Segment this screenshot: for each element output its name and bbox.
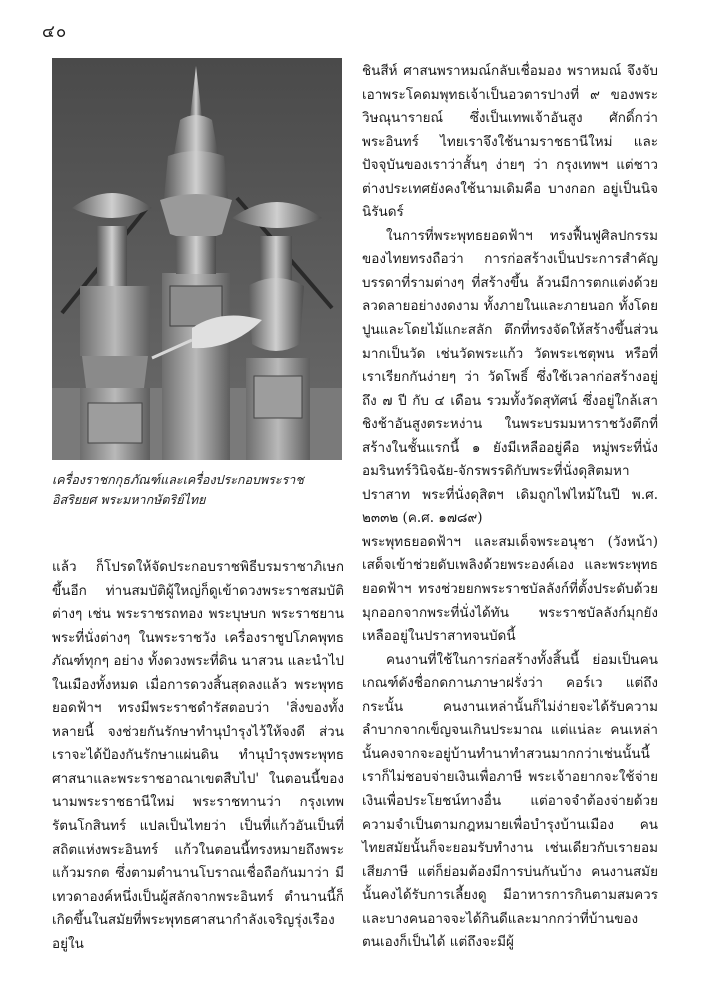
right-text-column	[362, 60, 658, 955]
figure-caption: เครื่องราชกกุธภัณฑ์และเครื่องประกอบพระราชอิสริยยศ พระมหากษัตริย์ไทย	[52, 472, 304, 507]
paragraph: ชินสีห์ ศาสนพราหมณ์กลับเชื่อมอง พราหมณ์ จึงจับเอาพระโคดมพุทธเจ้าเป็นอวตารปางที่ ๙ ของพระวิษณุนารายณ์ ซึ่งเป็นเทพเจ้าอันสูง ศักดิ์กว่าพระอินทร์ ไทยเราจึงใช้นามราชธานีใหม่ และปัจจุบันของเราว่าสั้นๆ ง่ายๆ ว่า กรุงเทพฯ แต่ชาวต่างประเทศยังคงใช้นามเดิมคือ บางกอก อยู่เป็นนิจนิรันดร์	[362, 63, 658, 221]
page-number: ๔๐	[42, 22, 68, 42]
paragraph: แล้ว ก็โปรดให้จัดประกอบราชพิธีบรมราชาภิเษกขึ้นอีก ท่านสมบัติผู้ใหญ่ก็ดูเข้าดวงพระราชสมบัติต่างๆ เช่น พระราชรถทอง พระบุษบก พระราชยานพระที่นั่งต่างๆ ในพระราชวัง เครื่องราชูปโภคพุทธภัณฑ์ทุกๆ อย่าง ทั้งดวงพระที่ดิน นาสวน และนำไปในเมืองทั้งหมด เมื่อการดวงสิ้นสุดลงแล้ว พระพุทธยอดฟ้าฯ ทรงมีพระราชดำรัสตอบว่า 'สิ่งของทั้งหลายนี้ จงช่วยกันรักษาทำนุบำรุงไว้ให้จงดี ส่วนเราจะได้ป้องกันรักษาแผ่นดิน ทำนุบำรุงพระพุทธศาสนาและพระราชอาณาเขตสืบไป' ในตอนนี้ของนามพระราชธานีใหม่ พระราชทานว่า กรุงเทพรัตนโกสินทร์ แปลเป็นไทยว่า เป็นที่แก้วอันเป็นที่สถิตแห่งพระอินทร์ แก้วในตอนนี้ทรงหมายถึงพระแก้วมรกต ซึ่งตามตำนานโบราณเชื่อถือกันมาว่า มีเทวดาองค์หนึ่งเป็นผู้สลักจากพระอินทร์ ตำนานนี้ก็เกิดขึ้นในสมัยที่พระพุทธศาสนากำลังเจริญรุ่งเรืองอยู่ใน	[52, 559, 344, 952]
paragraph: ในการที่พระพุทธยอดฟ้าฯ ทรงฟื้นฟูศิลปกรรมของไทยทรงถือว่า การก่อสร้างเป็นประการสำคัญ บรรดาที่รามต่างๆ ที่สร้างขึ้น ล้วนมีการตกแต่งด้วยลวดลายอย่างงดงาม ทั้งภายในและภายนอก ทั้งโดยปูนและโดยไม้แกะสลัก ตึกที่ทรงจัดให้สร้างขึ้นส่วนมากเป็นวัด เช่นวัดพระแก้ว วัดพระเชตุพน หรือที่เราเรียกกันง่ายๆ ว่า วัดโพธิ์ ซึ่งใช้เวลาก่อสร้างอยู่ถึง ๗ ปี กับ ๔ เดือน รวมทั้งวัดสุทัศน์ ซึ่งอยู่ใกล้เสาชิงช้าอันสูงตระหง่าน ในพระบรมมหาราชวังตึกที่สร้างในชั้นแรกนี้ ๑ ยังมีเหลืออยู่คือ หมู่พระที่นั่งอมรินทร์วินิจฉัย-จักรพรรดิกับพระที่นั่งดุสิตมหาปราสาท พระที่นั่งดุสิตฯ เดิมถูกไฟไหม้ในปี พ.ศ. ๒๓๓๒ (ค.ศ. ๑๗๘๙)	[362, 227, 658, 527]
paragraph: พระพุทธยอดฟ้าฯ และสมเด็จพระอนุชา (วังหน้า) เสด็จเข้าช่วยดับเพลิงด้วยพระองค์เอง และพระพุทธยอดฟ้าฯ ทรงช่วยยกพระราชบัลลังก์ที่ตั้งประดับด้วยมุกออกจากพระที่นั่งได้ทัน พระราชบัลลังก์มุกยังเหลืออยู่ในปราสาทจนบัดนี้	[362, 533, 658, 645]
left-text-column	[52, 556, 344, 956]
paragraph: คนงานที่ใช้ในการก่อสร้างทั้งสิ้นนี้ ย่อมเป็นคนเกณฑ์ดังชื่อกดกานภาษาฝรั่งว่า คอร์เว แต่ถึงกระนั้น คนงานเหล่านั้นก็ไม่ง่ายจะได้รับความลำบากจากเข็ญจนเกินประมาณ แต่แน่ละ คนเหล่านั้นคงจากจะอยู่บ้านทำนาทำสวนมากกว่าเช่นนั้นนี้ เราก็ไม่ชอบจ่ายเงินเพื่อภาษี พระเจ้าอยากจะใช้จ่ายเงินเพื่อประโยชน์ทางอื่น แต่อาจจำต้องจ่ายด้วยความจำเป็นตามกฎหมายเพื่อบำรุงบ้านเมือง คนไทยสมัยนั้นก็จะยอมรับทำงาน เช่นเดียวกับเรายอมเสียภาษี แต่ก็ย่อมต้องมีการบ่นกันบ้าง คนงานสมัยนั้นคงได้รับการเลี้ยงดู มีอาหารการกินตามสมควรและบางคนอาจจะได้กินดีและมากกว่าที่บ้านของตนเองก็เป็นได้ แต่ถึงจะมีผู้	[362, 651, 658, 951]
regalia-photograph	[52, 58, 342, 460]
